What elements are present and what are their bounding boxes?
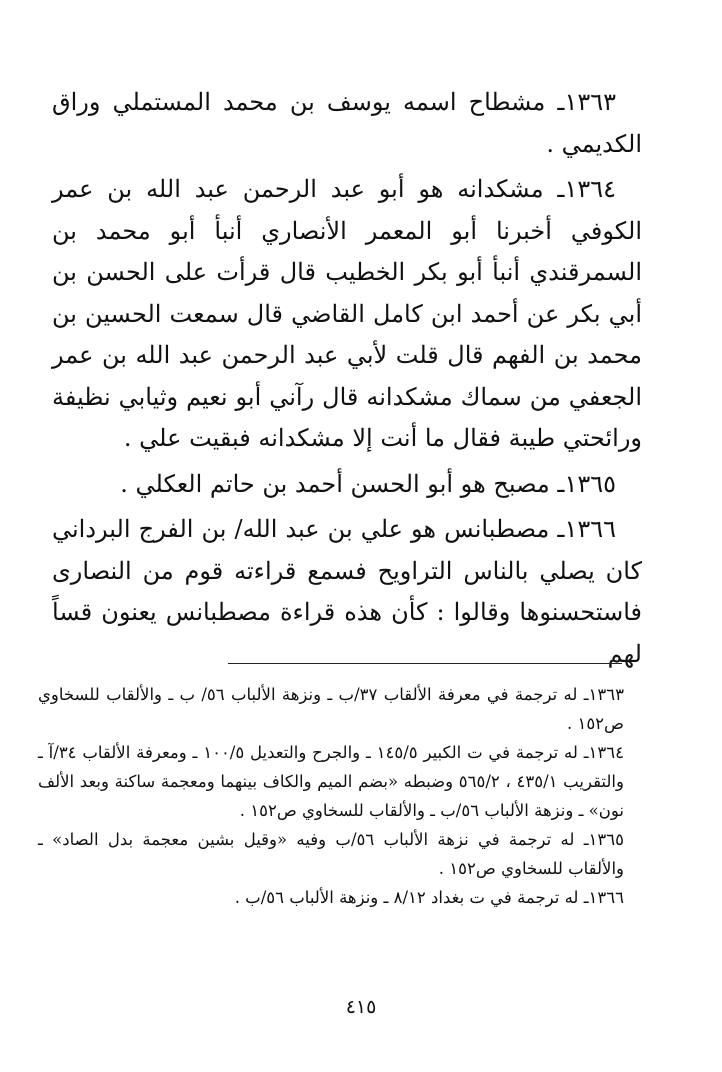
entry-1366: ١٣٦٦ـ مصطبانس هو علي بن عبد الله/ بن الفرج البرداني كان يصلي بالناس التراويح فسمع قراءته قوم من النصارى فاستحسنوها وقالوا : كأن هذه قراءة مصطبانس يعنون قساً لهم [52,515,642,668]
footnote-1364: ١٣٦٤ـ له ترجمة في ت الكبير ١٤٥/٥ ـ والجرح والتعديل ١٠٠/٥ ـ ومعرفة الألقاب ٣٤/آ ـ والتقريب ٤٣٥/١ ، ٥٦٥/٢ وضبطه «بضم الميم والكاف بينهما ومعجمة ساكنة وبعد الألف نون» ـ ونزهة الألباب ٥٦/ب ـ والألقاب للسخاوي ص١٥٢ . [38,743,624,820]
page-number: ٤١٥ [345,996,377,1018]
entry-1365: ١٣٦٥ـ مصبح هو أبو الحسن أحمد بن حاتم العكلي . [120,469,616,498]
footnotes [38,680,624,912]
entry-1364: ١٣٦٤ـ مشكدانه هو أبو عبد الرحمن عبد الله بن عمر الكوفي أخبرنا أبو المعمر الأنصاري أنبأ أبو محمد بن السمرقندي أنبأ أبو بكر الخطيب قال قرأت على الحسن بن أبي بكر عن أحمد ابن كامل القاضي قال سمعت الحسين بن محمد بن الفهم قال قلت لأبي عبد الرحمن عبد الله بن عمر الجعفي من سماك مشكدانه قال رآني أبو نعيم وثيابي نظيفة ورائحتي طيبة فقال ما أنت إلا مشكدانه فبقيت علي . [52,175,642,452]
footnote-1363: ١٣٦٣ـ له ترجمة في معرفة الألقاب ٣٧/ب ـ ونزهة الألباب ٥٦/ ب ـ والألقاب للسخاوي ص١٥٢ . [38,685,624,733]
main-text [52,82,642,675]
footnote-separator [228,663,622,664]
entry-1363: ١٣٦٣ـ مشطاح اسمه يوسف بن محمد المستملي وراق الكديمي . [52,88,642,158]
footnote-1365: ١٣٦٥ـ له ترجمة في نزهة الألباب ٥٦/ب وفيه «وقيل بشين معجمة بدل الصاد» ـ والألقاب للسخاوي ص١٥٢ . [38,830,624,878]
footnote-1366: ١٣٦٦ـ له ترجمة في ت بغداد ٨/١٢ ـ ونزهة الألباب ٥٦/ب . [234,888,624,907]
